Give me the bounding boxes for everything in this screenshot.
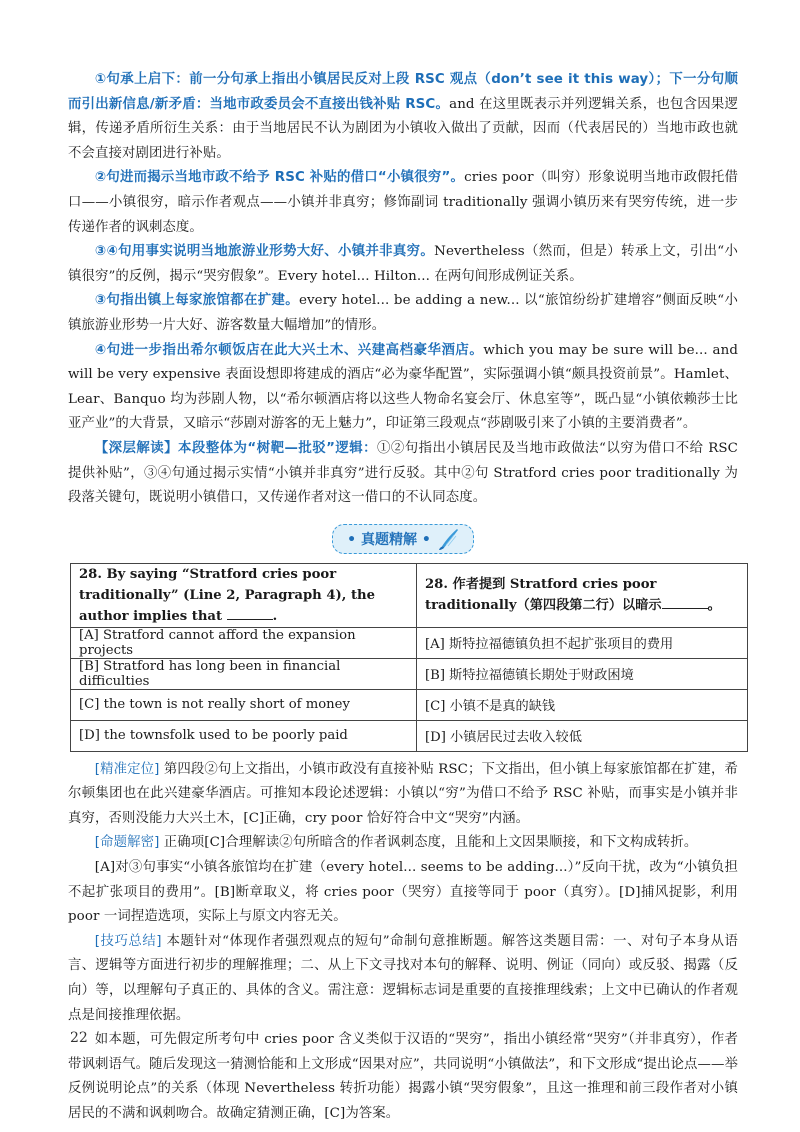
paragraph-3: [68, 240, 738, 289]
upper-explanation: [68, 68, 738, 511]
paragraph-4: [68, 289, 738, 338]
paragraph-4-text: every hotel... be adding a new... 以“旅馆纷纷扩建增容”侧面反映“小镇旅游业形势一片大好、游客数量大幅增加”的情形。: [68, 293, 739, 333]
question-en: [71, 563, 417, 627]
question-decoding: [68, 831, 738, 856]
option-d-zh: [D] 小镇居民过去收入较低: [417, 720, 748, 751]
question-en-end: .: [272, 608, 278, 624]
precise-location-tag: [精准定位]: [94, 761, 160, 777]
option-d-en: [D] the townsfolk used to be poorly paid: [71, 720, 417, 751]
paragraph-5-text: which you may be sure will be... and will be very expensive 表面设想即将建成的酒店“必为豪华配置”，实际强调小镇“颇具投资前景”。Hamlet、Lear、Banquo 均为莎剧人物，以“希尔顿酒店将以这些人物命名宴会厅、休息室等”，既凸显“小镇依赖莎士比亚产业”的大背景，又暗示“莎剧对游客的无上魅力”，印证第三段观点“莎剧吸引来了小镇的主要消费者”。: [68, 342, 738, 432]
option-c-en: [C] the town is not really short of money: [71, 689, 417, 720]
deep-reading-label: 【深层解读】本段整体为“树靶—批驳”逻辑：: [94, 440, 377, 456]
answer-blank: [227, 608, 273, 620]
paragraph-2: [68, 166, 738, 240]
option-a-en: [A] Stratford cannot afford the expansion projects: [71, 627, 417, 658]
paragraph-2-text: cries poor（叫穷）形象说明当地市政假托借口——小镇很穷，暗示作者观点——小镇并非真穷；修饰副词 traditionally 强调小镇历来有哭穷传统，进一步传递作者的讽刺态度。: [68, 170, 738, 235]
paragraph-1: [68, 68, 738, 166]
technique-summary: [68, 930, 738, 1028]
distractor-analysis: [68, 856, 738, 930]
question-table: [70, 563, 748, 752]
paragraph-4-highlight: ③句指出镇上每家旅馆都在扩建。: [94, 293, 299, 309]
question-zh-end: 。: [707, 598, 721, 614]
option-c-zh: [C] 小镇不是真的缺钱: [417, 689, 748, 720]
paragraph-5: [68, 339, 738, 437]
option-b-zh: [B] 斯特拉福德镇长期处于财政困境: [417, 658, 748, 689]
question-decoding-tag: [命题解密]: [94, 835, 160, 851]
question-zh: [417, 563, 748, 627]
paragraph-1-highlight: ①句承上启下：前一分句承上指出小镇居民反对上段 RSC 观点（don’t see it this way）；下一分句顺而引出新信息/新矛盾：当地市政委员会不直接出钱补贴 RSC。: [68, 72, 738, 112]
example-reasoning: [68, 1028, 738, 1126]
question-zh-text: 28. 作者提到 Stratford cries poor traditionally（第四段第二行）以暗示: [425, 577, 662, 614]
answer-blank-zh: [662, 597, 708, 609]
paragraph-1-text: and 在这里既表示并列逻辑关系，也包含因果逻辑，传递矛盾所衍生关系：由于当地居民不认为剧团为小镇收入做出了贡献，因而（代表居民的）当地市政也就不会直接对剧团进行补贴。: [68, 96, 739, 161]
option-row-b: [71, 658, 748, 689]
section-banner: [68, 517, 738, 561]
option-row-c: [71, 689, 748, 720]
section-banner-box: [332, 524, 474, 554]
precise-location: [68, 758, 738, 832]
technique-summary-text: 本题针对“体现作者强烈观点的短句”命制句意推断题。解答这类题目需：一、对句子本身从语言、逻辑等方面进行初步的理解推理；二、从上下文寻找对本句的解释、说明、例证（同向）或反驳、揭露（反向）等，以理解句子真正的、具体的含义。需注意：逻辑标志词是重要的直接推理线索；上文中已确认的作者观点是间接推理依据。: [68, 933, 739, 1023]
example-reasoning-text: 如本题，可先假定所考句中 cries poor 含义类似于汉语的“哭穷”，指出小镇经常“哭穷”（并非真穷），作者带讽刺语气。随后发现这一猜测恰能和上文形成“因果对应”，共同说明“小镇做法”，和下文形成“提出论点——举反例说明论点”的关系（体现 Nevertheless 转折功能）揭露小镇“哭穷假象”，且这一推理和前三段作者对小镇居民的不满和讽刺吻合。故确定猜测正确，[C]为答案。: [68, 1032, 738, 1121]
deep-reading-text: ①②句指出小镇居民及当地市政做法“以穷为借口不给 RSC 提供补贴”，③④句通过揭示实情“小镇并非真穷”进行反驳。其中②句 Stratford cries poor traditionally 为段落关键句，既说明小镇借口，又传递作者对这一借口的不认同态度。: [68, 440, 738, 506]
precise-location-text: 第四段②句上文指出，小镇市政没有直接补贴 RSC；下文指出，但小镇上每家旅馆都在扩建，希尔顿集团也在此兴建豪华酒店。可推知本段论述逻辑：小镇以“穷”为借口不给予 RSC 补贴，而事实是小镇并非真穷，否则没能力大兴土木，[C]正确，cry poor 恰好符合中文“哭穷”内涵。: [68, 761, 739, 826]
question-row: [71, 563, 748, 627]
brush-icon: [437, 527, 459, 551]
question-decoding-text: 正确项[C]合理解读②句所暗含的作者讽刺态度，且能和上文因果顺接，和下文构成转折。: [163, 835, 698, 851]
distractor-analysis-text: [A]对③句事实“小镇各旅馆均在扩建（every hotel... seems to be adding...）”反向干扰，改为“小镇负担不起扩张项目的费用”。[B]断章取义，将 cries poor（哭穷）直接等同于 poor（真穷）。[D]捕风捉影，利用 poor 一词捏造选项，实际上与原文内容无关。: [68, 860, 738, 925]
option-row-a: [71, 627, 748, 658]
paragraph-2-highlight: ②句进而揭示当地市政不给予 RSC 补贴的借口“小镇很穷”。: [94, 170, 465, 186]
option-a-zh: [A] 斯特拉福德镇负担不起扩张项目的费用: [417, 627, 748, 658]
paragraph-3-highlight: ③④句用事实说明当地旅游业形势大好、小镇并非真穷。: [94, 244, 435, 260]
technique-summary-tag: [技巧总结]: [94, 933, 162, 949]
section-banner-title: • 真题精解 •: [347, 531, 431, 548]
option-b-en: [B] Stratford has long been in financial difficulties: [71, 658, 417, 689]
paragraph-5-highlight: ④句进一步指出希尔顿饭店在此大兴土木、兴建高档豪华酒店。: [94, 342, 484, 358]
option-row-d: [71, 720, 748, 751]
deep-reading: [68, 437, 738, 511]
answer-analysis: [68, 758, 738, 1127]
question-en-text: 28. By saying “Stratford cries poor traditionally” (Line 2, Paragraph 4), the author implies that: [79, 566, 376, 624]
page-number: 22: [70, 1030, 88, 1046]
paragraph-3-text: Nevertheless（然而，但是）转承上文，引出“小镇很穷”的反例，揭示“哭穷假象”。Every hotel... Hilton... 在两句间形成例证关系。: [68, 244, 738, 284]
